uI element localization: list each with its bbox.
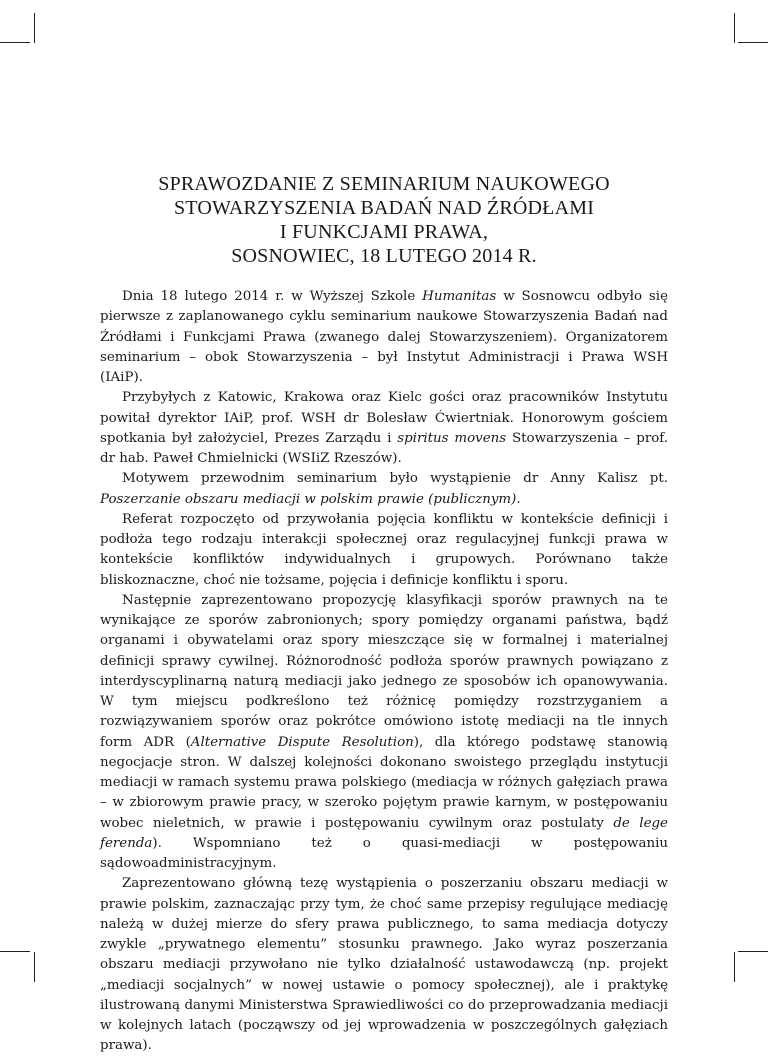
- crop-mark-bottom-right-vertical: [734, 952, 735, 982]
- title-line: STOWARZYSZENIA BADAŃ NAD ŹRÓDŁAMI: [173, 197, 595, 219]
- crop-mark-bottom-left-vertical: [34, 952, 35, 982]
- crop-mark-top-left-vertical: [34, 13, 35, 43]
- paragraph: Zaprezentowano główną tezę wystąpienia o poszerzaniu obszaru mediacji w prawie polskim, zaznaczając przy tym, że choć same przepisy regulujące mediację należą w dużej mierze do sfery prawa publicznego, to sama mediacja dotyczy zwykle „prywatnego elementu” stosunku prawnego. Jako wyraz poszerzania obszaru mediacji przywołano nie tylko działalność ustawodawczą (np. projekt „mediacji socjalnych” w nowej ustawie o pomocy społecznej), ale i praktykę ilustrowaną danymi Ministerstwa Sprawiedliwości co do przeprowadzania mediacji w kolejnych latach (począwszy od jej wprowadzenia w poszczególnych gałęziach prawa).: [100, 876, 668, 1054]
- crop-mark-top-right-horizontal: [738, 42, 768, 43]
- paragraph: Przybyłych z Katowic, Krakowa oraz Kielc gości oraz pracowników Instytutu powitał dyrektor IAiP, prof. WSH dr Bolesław Ćwiertniak. Honorowym gościem spotkania był założyciel, Prezes Zarządu i spiritus movens Stowarzyszenia – prof. dr hab. Paweł Chmielnicki (WSIiZ Rzeszów).: [100, 390, 669, 466]
- report-body: [100, 287, 668, 1057]
- paragraph: Następnie zaprezentowano propozycję klasyfikacji sporów prawnych na te wynikające ze sporów zabronionych; spory pomiędzy organami państwa, bądź organami i obywatelami oraz spory mieszczące się w formalnej i materialnej definicji sprawy cywilnej. Różnorodność podłoża sporów prawnych powiązano z interdyscyplinarną naturą mediacji jako jednego ze sposobów ich opanowywania. W tym miejscu podkreślono też różnicę pomiędzy rozstrzyganiem a rozwiązywaniem sporów oraz pokrótce omówiono istotę mediacji na tle innych form ADR (Alternative Dispute Resolution), dla którego podstawę stanowią negocjacje stron. W dalszej kolejności dokonano swoistego przeglądu instytucji mediacji w ramach systemu prawa polskiego (mediacja w różnych gałęziach prawa – w zbiorowym prawie pracy, w szeroko pojętym prawie karnym, w postępowaniu wobec nieletnich, w prawie i postępowaniu cywilnym oraz postulaty de lege ferenda). Wspomniano też o quasi-mediacji w postępowaniu sądowoadministracyjnym.: [100, 592, 668, 871]
- crop-mark-bottom-left-horizontal: [0, 951, 30, 952]
- paragraph: Dnia 18 lutego 2014 r. w Wyższej Szkole Humanitas w Sosnowcu odbyło się pierwsze z zaplanowanego cyklu seminarium naukowe Stowarzyszenia Badań nad Źródłami i Funkcjami Prawa (zwanego dalej Stowarzyszeniem). Organizatorem seminarium – obok Stowarzyszenia – był Instytut Administracji i Prawa WSH (IAiP).: [100, 289, 668, 385]
- title-line: SOSNOWIEC, 18 LUTEGO 2014 R.: [231, 245, 537, 267]
- crop-mark-bottom-right-horizontal: [738, 951, 768, 952]
- paragraph: Motywem przewodnim seminarium było wystąpienie dr Anny Kalisz pt. Poszerzanie obszaru mediacji w polskim prawie (publicznym).: [100, 471, 668, 507]
- report-title: [100, 172, 668, 268]
- paragraph: Referat rozpoczęto od przywołania pojęcia konfliktu w kontekście definicji i podłoża tego rodzaju interakcji społecznej oraz regulacyjnej funkcji prawa w kontekście konfliktów indywidualnych i grupowych. Porównano także bliskoznaczne, choć nie tożsame, pojęcia i definicje konfliktu i sporu.: [100, 511, 668, 588]
- crop-mark-top-right-vertical: [734, 13, 735, 43]
- title-line: I FUNKCJAMI PRAWA,: [279, 221, 489, 243]
- title-line: SPRAWOZDANIE Z SEMINARIUM NAUKOWEGO: [158, 173, 610, 195]
- crop-mark-top-left-horizontal: [0, 42, 30, 43]
